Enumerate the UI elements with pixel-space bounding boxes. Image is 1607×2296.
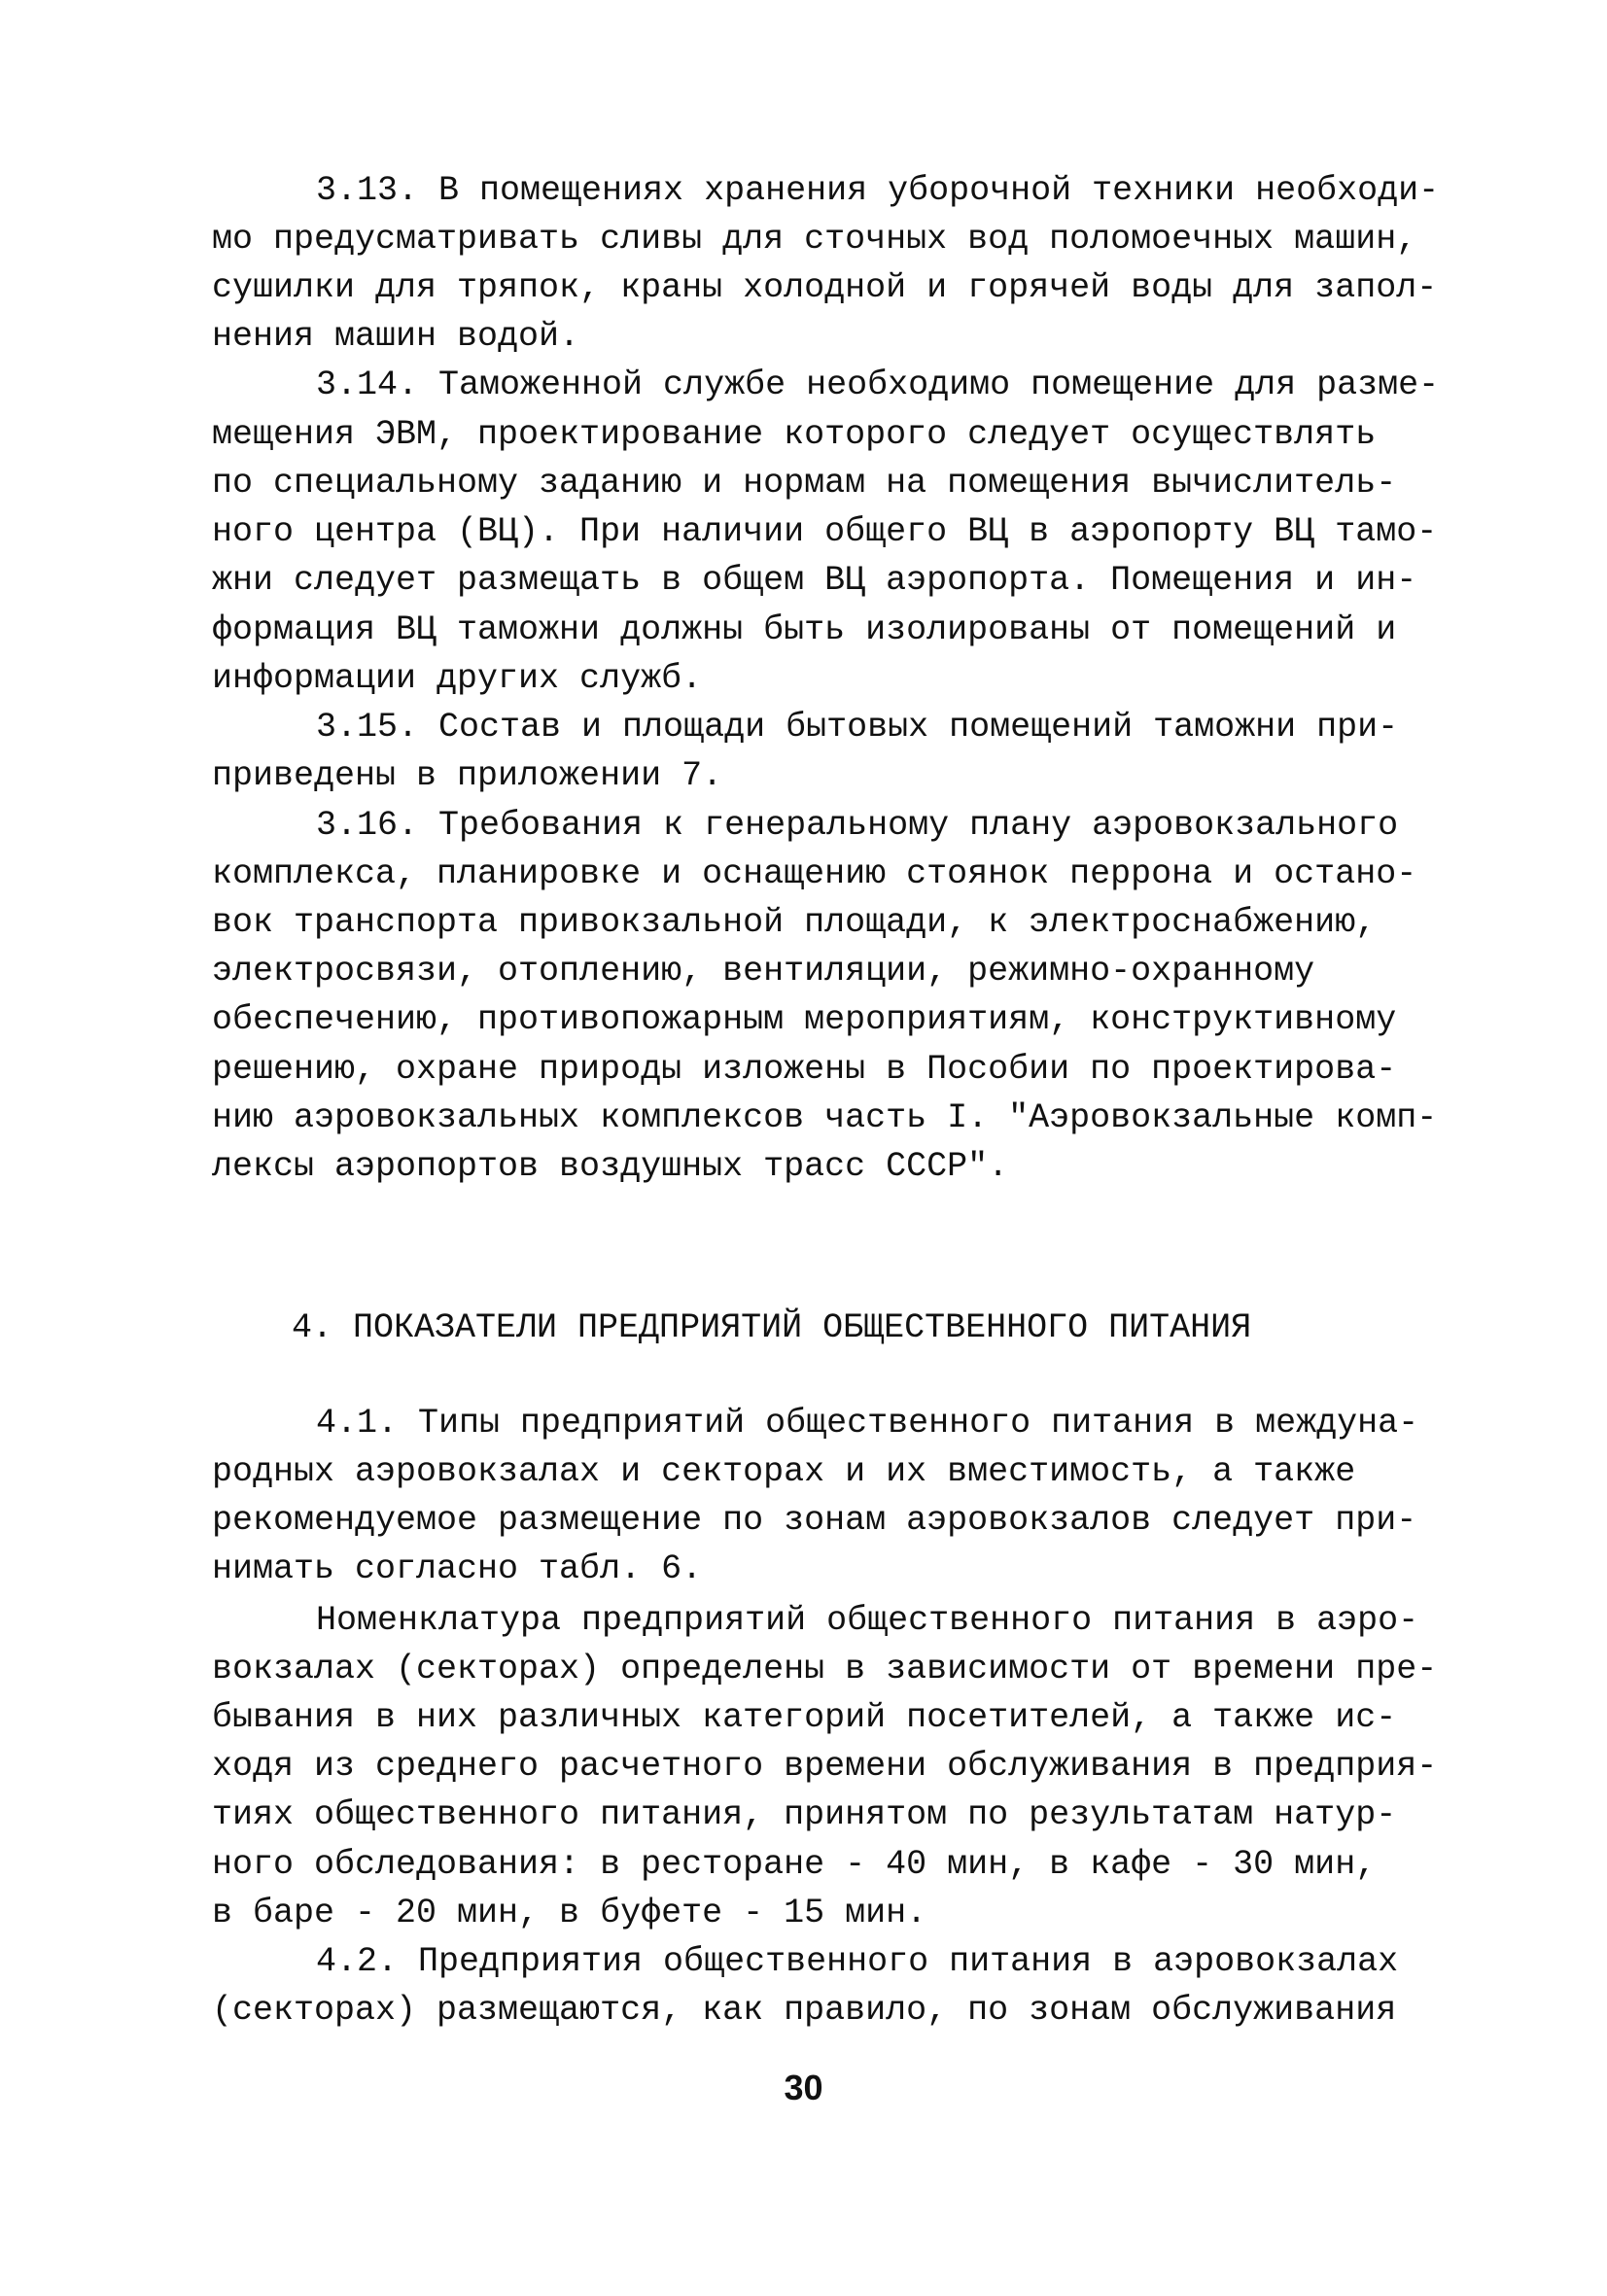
paragraph-3-14-line-4: ного центра (ВЦ). При наличии общего ВЦ в аэропорту ВЦ тамо- [212,512,1438,551]
paragraph-3-15-line-1: 3.15. Состав и площади бытовых помещений таможни при- [316,708,1399,747]
paragraph-3-14-line-6: формация ВЦ таможни должны быть изолированы от помещений и [212,610,1397,649]
paragraph-4-1-line-2: родных аэровокзалах и секторах и их вместимость, а также [212,1452,1356,1491]
paragraph-3-13-line-3: сушилки для тряпок, краны холодной и горячей воды для запол- [212,268,1438,307]
paragraph-nomenclature-line-7: в баре - 20 мин, в буфете - 15 мин. [212,1894,927,1932]
paragraph-3-16-line-8: лексы аэропортов воздушных трасс СССР". [212,1147,1009,1186]
paragraph-3-14-line-7: информации других служб. [212,659,703,698]
paragraph-4-1-line-3: рекомендуемое размещение по зонам аэровокзалов следует при- [212,1501,1417,1540]
paragraph-4-2-line-1: 4.2. Предприятия общественного питания в аэровокзалах [316,1942,1399,1981]
paragraph-4-1-line-4: нимать согласно табл. 6. [212,1549,703,1588]
page-number: 30 [784,2068,823,2107]
paragraph-3-14-line-3: по специальному заданию и нормам на помещения вычислитель- [212,464,1397,503]
paragraph-4-1-line-1: 4.1. Типы предприятий общественного питания в междуна- [316,1404,1419,1443]
paragraph-3-16-line-2: комплекса, планировке и оснащению стоянок перрона и остано- [212,854,1417,893]
paragraph-nomenclature-line-6: ного обследования: в ресторане - 40 мин, в кафе - 30 мин, [212,1845,1377,1884]
paragraph-3-13-line-4: нения машин водой. [212,317,580,356]
paragraph-3-15-line-2: приведены в приложении 7. [212,756,723,795]
paragraph-3-14-line-5: жни следует размещать в общем ВЦ аэропорта. Помещения и ин- [212,561,1417,600]
paragraph-3-16-line-6: решению, охране природы изложены в Пособии по проектирова- [212,1050,1397,1089]
paragraph-3-16-line-7: нию аэровокзальных комплексов часть I. "Аэровокзальные комп- [212,1098,1438,1137]
paragraph-3-16-line-5: обеспечению, противопожарным мероприятиям, конструктивному [212,1000,1397,1039]
paragraph-nomenclature-line-1: Номенклатура предприятий общественного питания в аэро- [316,1601,1419,1640]
paragraph-nomenclature-line-4: ходя из среднего расчетного времени обслуживания в предприя- [212,1747,1438,1786]
paragraph-3-13-line-2: мо предусматривать сливы для сточных вод поломоечных машин, [212,220,1417,259]
paragraph-4-2-line-2: (секторах) размещаются, как правило, по зонам обслуживания [212,1991,1397,2030]
paragraph-nomenclature-line-2: вокзалах (секторах) определены в зависимости от времени пре- [212,1650,1438,1688]
paragraph-3-16-line-4: электросвязи, отоплению, вентиляции, режимно-охранному [212,952,1315,991]
paragraph-3-14-line-1: 3.14. Таможенной службе необходимо помещение для разме- [316,365,1440,404]
section-heading: 4. ПОКАЗАТЕЛИ ПРЕДПРИЯТИЙ ОБЩЕСТВЕННОГО ПИТАНИЯ [292,1308,1252,1347]
paragraph-3-13-line-1: 3.13. В помещениях хранения уборочной техники необходи- [316,171,1440,210]
paragraph-3-16-line-1: 3.16. Требования к генеральному плану аэровокзального [316,806,1399,845]
paragraph-nomenclature-line-5: тиях общественного питания, принятом по результатам натур- [212,1795,1397,1834]
paragraph-nomenclature-line-3: бывания в них различных категорий посетителей, а также ис- [212,1698,1397,1737]
paragraph-3-14-line-2: мещения ЭВМ, проектирование которого следует осуществлять [212,415,1377,454]
paragraph-3-16-line-3: вок транспорта привокзальной площади, к электроснабжению, [212,903,1377,942]
